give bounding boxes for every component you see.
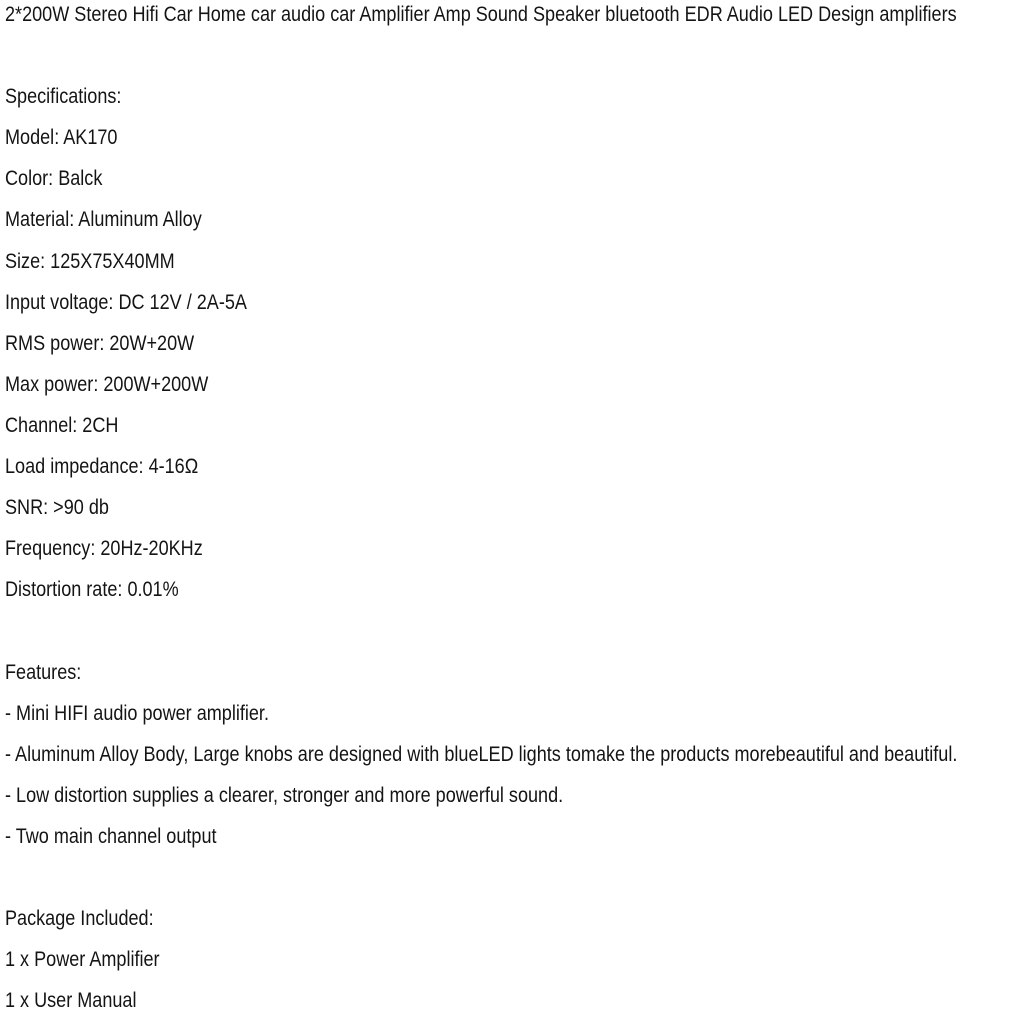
spec-line-max-power: Max power: 200W+200W	[5, 372, 209, 396]
spec-line-size: Size: 125X75X40MM	[5, 249, 175, 273]
feature-line-mini-hifi: - Mini HIFI audio power amplifier.	[5, 701, 269, 725]
spec-line-rms-power: RMS power: 20W+20W	[5, 331, 195, 355]
spec-line-channel: Channel: 2CH	[5, 413, 119, 437]
spec-line-frequency: Frequency: 20Hz-20KHz	[5, 537, 203, 561]
feature-line-low-distortion: - Low distortion supplies a clearer, stronger and more powerful sound.	[5, 783, 564, 807]
specifications-heading: Specifications:	[5, 85, 122, 109]
product-title: 2*200W Stereo Hifi Car Home car audio car Amplifier Amp Sound Speaker bluetooth EDR Audio LED Design amplifiers	[5, 3, 957, 26]
spec-line-distortion-rate: Distortion rate: 0.01%	[5, 578, 179, 602]
feature-line-two-channel: - Two main channel output	[5, 824, 217, 848]
spec-line-snr: SNR: >90 db	[5, 496, 109, 520]
spec-line-material: Material: Aluminum Alloy	[5, 208, 202, 232]
package-line-power-amplifier: 1 x Power Amplifier	[5, 948, 160, 972]
spec-line-input-voltage: Input voltage: DC 12V / 2A-5A	[5, 290, 247, 314]
spec-line-color: Color: Balck	[5, 167, 103, 191]
features-heading: Features:	[5, 660, 82, 684]
package-line-user-manual: 1 x User Manual	[5, 989, 137, 1013]
package-included-heading: Package Included:	[5, 907, 154, 931]
feature-line-aluminum-body: - Aluminum Alloy Body, Large knobs are designed with blueLED lights tomake the products morebeautiful and beautiful.	[5, 742, 958, 766]
spec-line-model: Model: AK170	[5, 126, 118, 150]
spec-line-load-impedance: Load impedance: 4-16Ω	[5, 455, 199, 479]
